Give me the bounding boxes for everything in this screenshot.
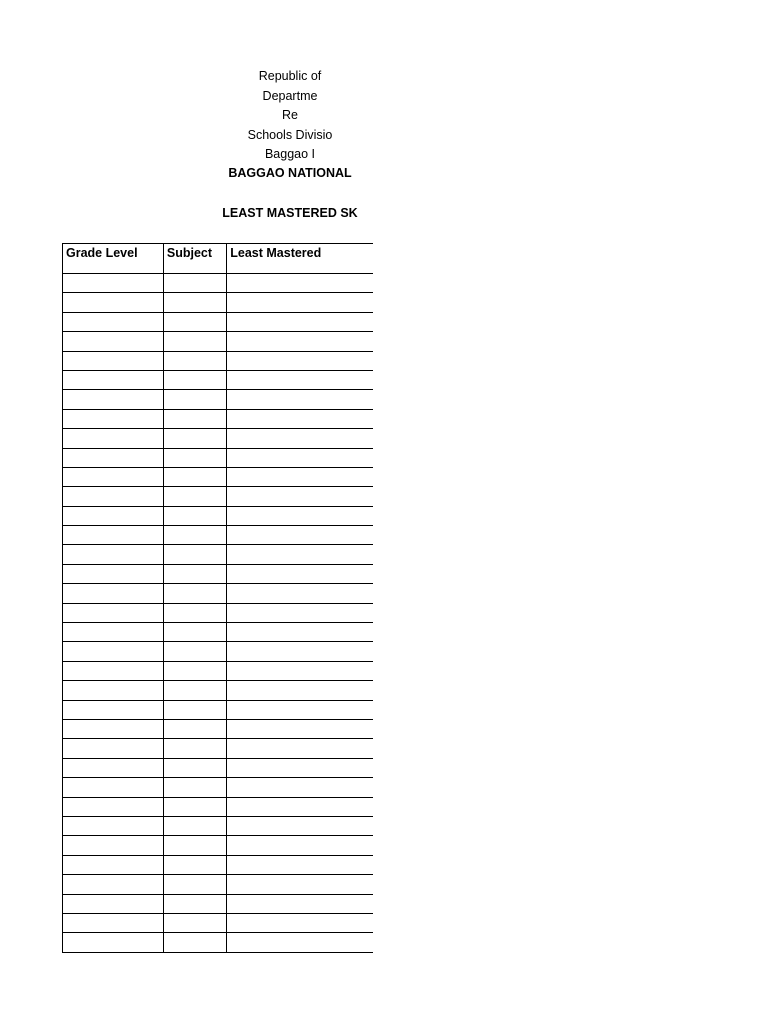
- table-row: [63, 797, 374, 816]
- grade-level-cell: [63, 409, 164, 428]
- subject-cell: [163, 623, 226, 642]
- grade-level-cell: [63, 700, 164, 719]
- table-row: [63, 661, 374, 680]
- table-row: [63, 545, 374, 564]
- least-mastered-cell: [227, 351, 373, 370]
- subject-cell: [163, 700, 226, 719]
- subject-cell: [163, 758, 226, 777]
- subject-cell: [163, 603, 226, 622]
- school-name: BAGGAO NATIONAL: [228, 166, 352, 180]
- least-mastered-cell: [227, 894, 373, 913]
- grade-level-cell: [63, 293, 164, 312]
- subject-cell: [163, 429, 226, 448]
- header-line-division: Schools Divisio: [247, 128, 333, 142]
- subject-cell: [163, 545, 226, 564]
- table-row: [63, 719, 374, 738]
- grade-level-cell: [63, 390, 164, 409]
- table-header-row: [63, 244, 374, 274]
- grade-level-cell: [63, 836, 164, 855]
- grade-level-cell: [63, 274, 164, 293]
- document-page: [0, 0, 373, 1024]
- least-mastered-cell: [227, 312, 373, 331]
- subject-cell: [163, 351, 226, 370]
- table-row: [63, 467, 374, 486]
- table-row: [63, 758, 374, 777]
- table-row: [63, 526, 374, 545]
- table-row: [63, 564, 374, 583]
- least-mastered-cell: [227, 584, 373, 603]
- least-mastered-table: [62, 243, 373, 953]
- table-row: [63, 370, 374, 389]
- least-mastered-cell: [227, 448, 373, 467]
- least-mastered-cell: [227, 797, 373, 816]
- grade-level-cell: [63, 816, 164, 835]
- header-line-region: Re: [282, 108, 298, 122]
- least-mastered-cell: [227, 642, 373, 661]
- table-row: [63, 778, 374, 797]
- table-row: [63, 700, 374, 719]
- grade-level-cell: [63, 603, 164, 622]
- least-mastered-cell: [227, 603, 373, 622]
- subject-cell: [163, 894, 226, 913]
- least-mastered-cell: [227, 836, 373, 855]
- grade-level-cell: [63, 448, 164, 467]
- subject-cell: [163, 797, 226, 816]
- subject-cell: [163, 564, 226, 583]
- grade-level-cell: [63, 719, 164, 738]
- least-mastered-cell: [227, 332, 373, 351]
- grade-level-cell: [63, 778, 164, 797]
- least-mastered-cell: [227, 758, 373, 777]
- subject-cell: [163, 739, 226, 758]
- subject-cell: [163, 448, 226, 467]
- subject-cell: [163, 681, 226, 700]
- subject-cell: [163, 855, 226, 874]
- subject-cell: [163, 642, 226, 661]
- least-mastered-cell: [227, 681, 373, 700]
- least-mastered-cell: [227, 623, 373, 642]
- grade-level-cell: [63, 584, 164, 603]
- grade-level-cell: [63, 739, 164, 758]
- subject-cell: [163, 913, 226, 932]
- table-row: [63, 448, 374, 467]
- table-row: [63, 409, 374, 428]
- grade-level-cell: [63, 564, 164, 583]
- least-mastered-cell: [227, 778, 373, 797]
- grade-level-cell: [63, 913, 164, 932]
- least-mastered-cell: [227, 487, 373, 506]
- column-header-subject: Subject: [163, 244, 226, 274]
- subject-cell: [163, 390, 226, 409]
- subject-cell: [163, 487, 226, 506]
- least-mastered-cell: [227, 913, 373, 932]
- grade-level-cell: [63, 875, 164, 894]
- table-row: [63, 913, 374, 932]
- least-mastered-cell: [227, 875, 373, 894]
- grade-level-cell: [63, 487, 164, 506]
- subject-cell: [163, 526, 226, 545]
- least-mastered-cell: [227, 274, 373, 293]
- subject-cell: [163, 293, 226, 312]
- subject-cell: [163, 875, 226, 894]
- subject-cell: [163, 778, 226, 797]
- column-header-least-mastered: Least Mastered: [227, 244, 373, 274]
- subject-cell: [163, 836, 226, 855]
- least-mastered-cell: [227, 467, 373, 486]
- grade-level-cell: [63, 642, 164, 661]
- least-mastered-cell: [227, 700, 373, 719]
- grade-level-cell: [63, 758, 164, 777]
- header-line-republic: Republic of: [258, 69, 322, 83]
- table-row: [63, 332, 374, 351]
- subject-cell: [163, 312, 226, 331]
- grade-level-cell: [63, 332, 164, 351]
- grade-level-cell: [63, 933, 164, 952]
- table-row: [63, 875, 374, 894]
- least-mastered-cell: [227, 370, 373, 389]
- subject-cell: [163, 933, 226, 952]
- grade-level-cell: [63, 681, 164, 700]
- table-row: [63, 642, 374, 661]
- grade-level-cell: [63, 855, 164, 874]
- table-row: [63, 739, 374, 758]
- subject-cell: [163, 409, 226, 428]
- least-mastered-cell: [227, 545, 373, 564]
- least-mastered-cell: [227, 564, 373, 583]
- least-mastered-cell: [227, 661, 373, 680]
- column-header-grade-level: Grade Level: [63, 244, 164, 274]
- table-row: [63, 506, 374, 525]
- least-mastered-cell: [227, 526, 373, 545]
- table-row: [63, 681, 374, 700]
- subject-cell: [163, 719, 226, 738]
- grade-level-cell: [63, 506, 164, 525]
- least-mastered-cell: [227, 816, 373, 835]
- grade-level-cell: [63, 623, 164, 642]
- table-row: [63, 584, 374, 603]
- table-row: [63, 487, 374, 506]
- least-mastered-cell: [227, 293, 373, 312]
- subject-cell: [163, 661, 226, 680]
- subject-cell: [163, 370, 226, 389]
- subject-cell: [163, 332, 226, 351]
- table-row: [63, 390, 374, 409]
- grade-level-cell: [63, 545, 164, 564]
- subject-cell: [163, 584, 226, 603]
- grade-level-cell: [63, 661, 164, 680]
- grade-level-cell: [63, 797, 164, 816]
- subject-cell: [163, 816, 226, 835]
- least-mastered-cell: [227, 855, 373, 874]
- table-row: [63, 293, 374, 312]
- least-mastered-cell: [227, 719, 373, 738]
- report-title: LEAST MASTERED SK: [222, 206, 358, 220]
- least-mastered-cell: [227, 429, 373, 448]
- table-row: [63, 894, 374, 913]
- least-mastered-cell: [227, 739, 373, 758]
- header-line-department: Departme: [262, 89, 318, 103]
- table-row: [63, 933, 374, 952]
- table-row: [63, 603, 374, 622]
- table-row: [63, 312, 374, 331]
- grade-level-cell: [63, 526, 164, 545]
- grade-level-cell: [63, 429, 164, 448]
- grade-level-cell: [63, 467, 164, 486]
- table-row: [63, 855, 374, 874]
- table-row: [63, 836, 374, 855]
- least-mastered-cell: [227, 409, 373, 428]
- table-body: [63, 274, 374, 953]
- table-row: [63, 351, 374, 370]
- table-row: [63, 429, 374, 448]
- grade-level-cell: [63, 370, 164, 389]
- header-line-district: Baggao I: [264, 147, 316, 161]
- grade-level-cell: [63, 894, 164, 913]
- grade-level-cell: [63, 351, 164, 370]
- grade-level-cell: [63, 312, 164, 331]
- table-row: [63, 274, 374, 293]
- least-mastered-cell: [227, 933, 373, 952]
- subject-cell: [163, 274, 226, 293]
- subject-cell: [163, 467, 226, 486]
- least-mastered-cell: [227, 390, 373, 409]
- subject-cell: [163, 506, 226, 525]
- table-row: [63, 623, 374, 642]
- table-row: [63, 816, 374, 835]
- least-mastered-cell: [227, 506, 373, 525]
